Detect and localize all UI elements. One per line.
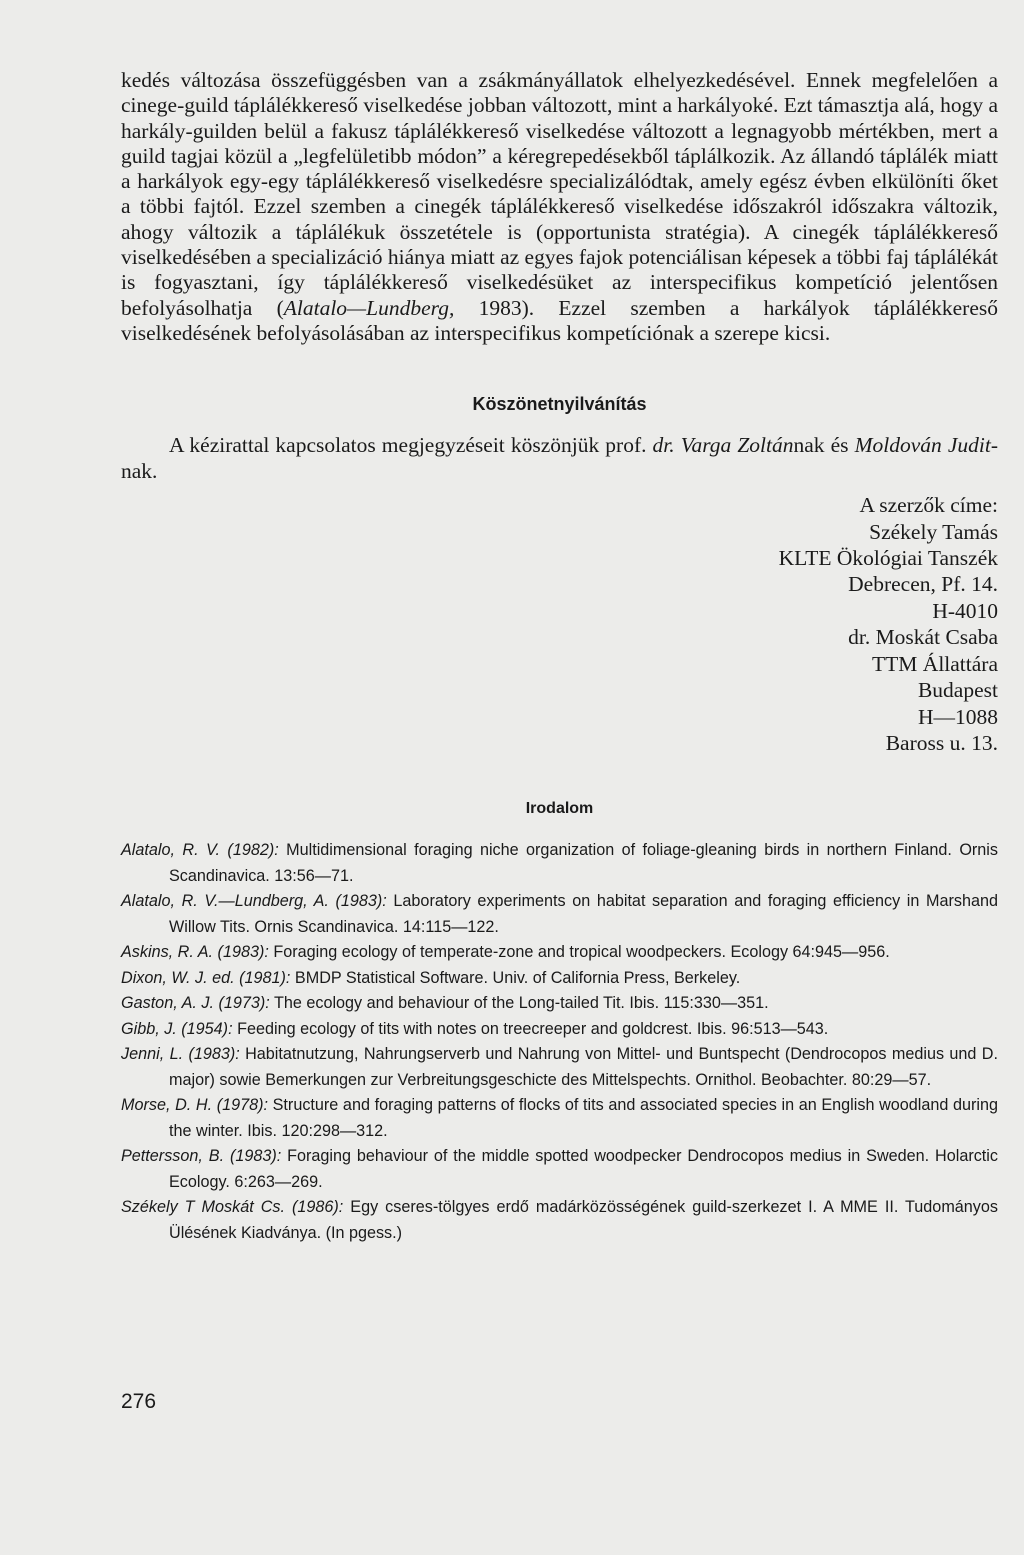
reference-item <box>121 940 998 966</box>
reference-author: Dixon, W. J. ed. (1981): <box>121 968 291 987</box>
ack-text-mid: és <box>824 433 855 458</box>
reference-item <box>121 838 998 889</box>
ack-suffix-2: -nak. <box>121 433 998 483</box>
reference-text: Feeding ecology of tits with notes on treecreeper and goldcrest. Ibis. 96:513—543. <box>232 1019 829 1038</box>
reference-text: The ecology and behaviour of the Long-tailed Tit. Ibis. 115:330—351. <box>269 994 769 1013</box>
reference-author: Askins, R. A. (1983): <box>121 943 269 962</box>
reference-item <box>121 966 998 992</box>
address-line: Baross u. 13. <box>885 730 998 755</box>
reference-author: Jenni, L. (1983): <box>121 1045 240 1064</box>
reference-text: Habitatnutzung, Nahrungserverb und Nahrung von Mittel- und Buntspecht (Dendrocopos medius und D. major) sowie Bemerkungen zur Verbreitungsgeschicte des Mittelspechts. Ornithol. Beobachter. 80:29—57. <box>169 1045 998 1089</box>
reference-list <box>121 838 998 1246</box>
reference-author: Alatalo, R. V. (1982): <box>121 841 279 860</box>
reference-text: BMDP Statistical Software. Univ. of California Press, Berkeley. <box>290 968 741 987</box>
body-text: kedés változása összefüggésben van a zsákmányállatok elhelyezkedésével. Ennek megfelelően a cinege-guild táplálékkereső viselkedése jobban változott, mint a harkályoké. Ezt támasztja alá, hogy a harkály-guilden belül a fakusz táplálékkereső viselkedése változott a legnagyobb mértékben, mert a guild tagjai közül a „legfelületibb módon” a kéregrepedésekből táplálkozik. Az állandó táplálék miatt a harkályok egy-egy táplálékkereső viselkedésre specializálódtak, amely egész évben elkülöníti őket a többi fajtól. Ezzel szemben a cinegék táplálékkereső viselkedése időszakról időszakra változik, ahogy változik a táplálékuk összetétele is (opportunista stratégia). A cinegék táplálékkereső viselkedésében a specializáció hiánya miatt az egyes fajok potenciálisan képesek a többi faj táplálékát is fogyasztani, így táplálékkereső viselkedésüket az interspecifikus kompetíció jelentősen befolyásolhatja ( <box>121 68 998 320</box>
reference-text: Laboratory experiments on habitat separation and foraging efficiency in Marshand Willow Tits. Ornis Scandinavica. 14:115—122. <box>169 892 998 936</box>
body-text-end: 1983). Ezzel szemben a harkályok táplálékkereső viselkedésének befolyásolásában az interspecifikus kompetíciónak a szerepe kicsi. <box>121 295 998 345</box>
body-paragraph <box>121 68 998 346</box>
reference-text: Foraging behaviour of the middle spotted woodpecker Dendrocopos medius in Sweden. Holarctic Ecology. 6:263—269. <box>169 1147 998 1191</box>
body-citation: Alatalo—Lundberg, <box>283 295 455 320</box>
page-number: 276 <box>121 1390 157 1413</box>
address-line: Debrecen, Pf. 14. <box>848 572 998 597</box>
reference-author: Alatalo, R. V.—Lundberg, A. (1983): <box>121 892 387 911</box>
reference-author: Gaston, A. J. (1973): <box>121 994 270 1013</box>
address-line: dr. Moskát Csaba <box>848 625 998 650</box>
address-line: H-4010 <box>932 598 998 623</box>
ack-dr: dr. <box>652 433 675 458</box>
reference-text: Egy cseres-tölgyes erdő madárközösségének guild-szerkezet I. A MME II. Tudományos Ülésének Kiadványa. (In pgess.) <box>169 1198 998 1242</box>
page-content <box>121 68 998 1246</box>
acknowledgement-paragraph <box>121 433 998 484</box>
reference-item <box>121 1042 998 1093</box>
reference-item <box>121 1017 998 1043</box>
reference-item <box>121 991 998 1017</box>
reference-text: Multidimensional foraging niche organization of foliage-gleaning birds in northern Finland. Ornis Scandinavica. 13:56—71. <box>169 841 998 885</box>
reference-author: Morse, D. H. (1978): <box>121 1096 269 1115</box>
author-address <box>121 492 998 756</box>
reference-author: Gibb, J. (1954): <box>121 1019 233 1038</box>
reference-text: Structure and foraging patterns of flocks of tits and associated species in an English woodland during the winter. Ibis. 120:298—312. <box>169 1096 998 1140</box>
ack-name-1: Varga Zoltán <box>680 433 794 458</box>
ack-suffix-1: nak <box>793 433 825 458</box>
acknowledgement-heading: Köszönetnyilvánítás <box>472 394 647 415</box>
reference-text: Foraging ecology of temperate-zone and tropical woodpeckers. Ecology 64:945—956. <box>268 943 890 962</box>
reference-item <box>121 1195 998 1246</box>
reference-item <box>121 889 998 940</box>
reference-author: Székely T Moskát Cs. (1986): <box>121 1198 344 1217</box>
address-line: KLTE Ökológiai Tanszék <box>778 546 998 571</box>
ack-text-before: A kézirattal kapcsolatos megjegyzéseit köszönjük prof. <box>169 433 653 458</box>
reference-item <box>121 1144 998 1195</box>
address-line: A szerzők címe: <box>859 493 998 518</box>
reference-item <box>121 1093 998 1144</box>
reference-author: Pettersson, B. (1983): <box>121 1147 282 1166</box>
address-line: Budapest <box>917 678 998 703</box>
address-line: Székely Tamás <box>869 519 998 544</box>
references-heading: Irodalom <box>525 800 594 818</box>
address-line: TTM Állattára <box>872 651 998 676</box>
address-line: H—1088 <box>917 704 998 729</box>
ack-name-2: Moldován Judit <box>854 433 991 458</box>
